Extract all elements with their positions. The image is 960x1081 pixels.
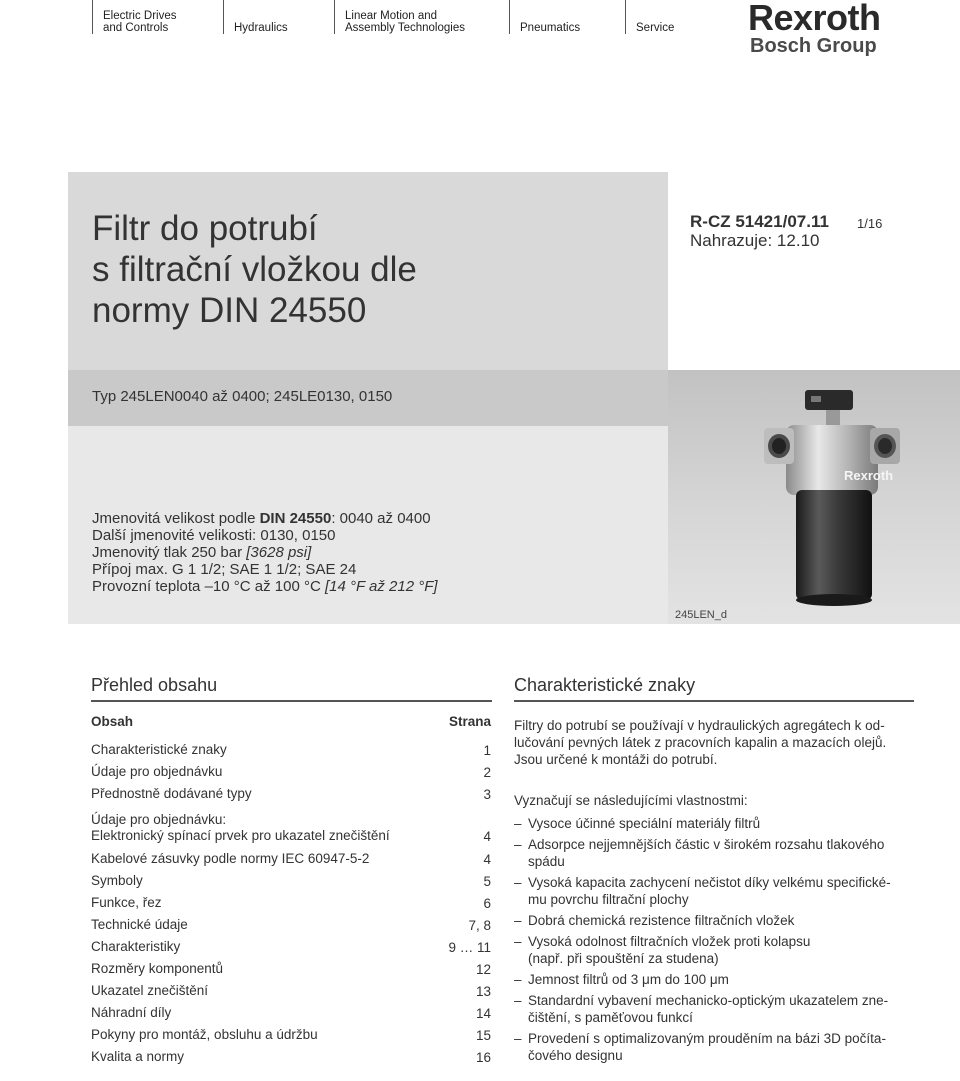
toc-row[interactable]: Údaje pro objednávku 2: [91, 764, 491, 780]
list-item: – Vysoce účinné speciální materiály filtrů: [514, 815, 919, 832]
toc-row[interactable]: Kabelové zásuvky podle normy IEC 60947-5-2 4: [91, 851, 491, 867]
brand-logo: Rexroth: [748, 0, 881, 38]
spec-other-sizes: Další jmenovité velikosti: 0130, 0150: [92, 527, 336, 544]
spec-pressure: Jmenovitý tlak 250 bar [3628 psi]: [92, 544, 312, 561]
toc-row[interactable]: Údaje pro objednávku: Elektronický spínací prvek pro ukazatel znečištění 4: [91, 812, 491, 844]
toc-col-page: Strana: [448, 714, 491, 729]
list-item: – Standardní vybavení mechanicko-optickým ukazatelem zne- čištění, s paměťovou funkcí: [514, 992, 919, 1026]
top-navigation: [0, 0, 960, 110]
type-designation: Typ 245LEN0040 až 0400; 245LE0130, 0150: [92, 388, 393, 405]
nav-item-hydraulics[interactable]: Hydraulics: [223, 0, 329, 34]
features-lead: Vyznačují se následujícími vlastnostmi:: [514, 793, 748, 808]
brand-group: Bosch Group: [750, 35, 877, 57]
filter-illustration: [668, 370, 960, 624]
nav-item-service[interactable]: Service: [625, 0, 716, 34]
toc-row[interactable]: Charakteristiky 9 … 11: [91, 939, 491, 955]
spec-connection: Přípoj max. G 1 1/2; SAE 1 1/2; SAE 24: [92, 561, 357, 578]
replaces-label: Nahrazuje: 12.10: [690, 231, 820, 250]
nav-item-electric-drives[interactable]: Electric Drives and Controls: [92, 0, 223, 34]
spec-temperature: Provozní teplota –10 °C až 100 °C [14 °F až 212 °F]: [92, 578, 438, 595]
page-number: 1/16: [857, 216, 883, 231]
list-item: – Vysoká odolnost filtračních vložek proti kolapsu (např. při spouštění za studena): [514, 933, 919, 967]
list-item: – Vysoká kapacita zachycení nečistot díky velkému specifické- mu povrchu filtrační plochy: [514, 874, 919, 908]
photo-caption: 245LEN_d: [675, 609, 727, 621]
spec-list: [92, 510, 438, 595]
toc-divider: [91, 700, 492, 702]
page-title: Filtr do potrubí s filtrační vložkou dle normy DIN 24550: [92, 209, 417, 330]
toc-row[interactable]: Kvalita a normy 16: [91, 1049, 491, 1065]
toc-row[interactable]: Symboly 5: [91, 873, 491, 889]
toc-row[interactable]: Přednostně dodávané typy 3: [91, 786, 491, 802]
toc-title: Přehled obsahu: [91, 675, 218, 695]
toc-row[interactable]: Náhradní díly 14: [91, 1005, 491, 1021]
toc-row[interactable]: Rozměry komponentů 12: [91, 961, 491, 977]
nav-item-linear-motion[interactable]: Linear Motion and Assembly Technologies: [334, 0, 495, 34]
toc-row[interactable]: Ukazatel znečištění 13: [91, 983, 491, 999]
filter-head: [786, 425, 878, 495]
list-item: – Jemnost filtrů od 3 μm do 100 μm: [514, 971, 919, 988]
toc-row[interactable]: Technické údaje 7, 8: [91, 917, 491, 933]
document-number: R-CZ 51421/07.11: [690, 212, 829, 231]
toc-table: [91, 714, 491, 1065]
toc-col-content: Obsah: [91, 714, 134, 729]
list-item: – Dobrá chemická rezistence filtračních vložek: [514, 912, 919, 929]
toc-row[interactable]: Pokyny pro montáž, obsluhu a údržbu 15: [91, 1027, 491, 1043]
toc-header-row: [91, 714, 491, 736]
list-item: – Adsorpce nejjemnějších částic v širokém rozsahu tlakového spádu: [514, 836, 919, 870]
features-list: [514, 815, 919, 1064]
toc-row[interactable]: Funkce, řez 6: [91, 895, 491, 911]
toc-row[interactable]: Charakteristické znaky 1: [91, 742, 491, 758]
spec-nominal-size: Jmenovitá velikost podle DIN 24550: 0040 až 0400: [92, 510, 431, 527]
filter-bowl: [796, 490, 872, 600]
product-photo: [668, 370, 960, 624]
features-intro: Filtry do potrubí se používají v hydraulických agregátech k od- lučování pevných látek z pracovních kapalin a mazacích olejů. Jsou určené k montáži do potrubí.: [514, 718, 887, 767]
doc-info-panel: [668, 172, 960, 370]
product-brand-mark: Rexroth: [844, 468, 894, 483]
features-title: Charakteristické znaky: [514, 675, 696, 695]
list-item: – Provedení s optimalizovaným prouděním na bázi 3D počíta- čového designu: [514, 1030, 919, 1064]
features-text: [514, 717, 919, 1068]
features-divider: [514, 700, 914, 702]
nav-item-pneumatics[interactable]: Pneumatics: [509, 0, 615, 34]
